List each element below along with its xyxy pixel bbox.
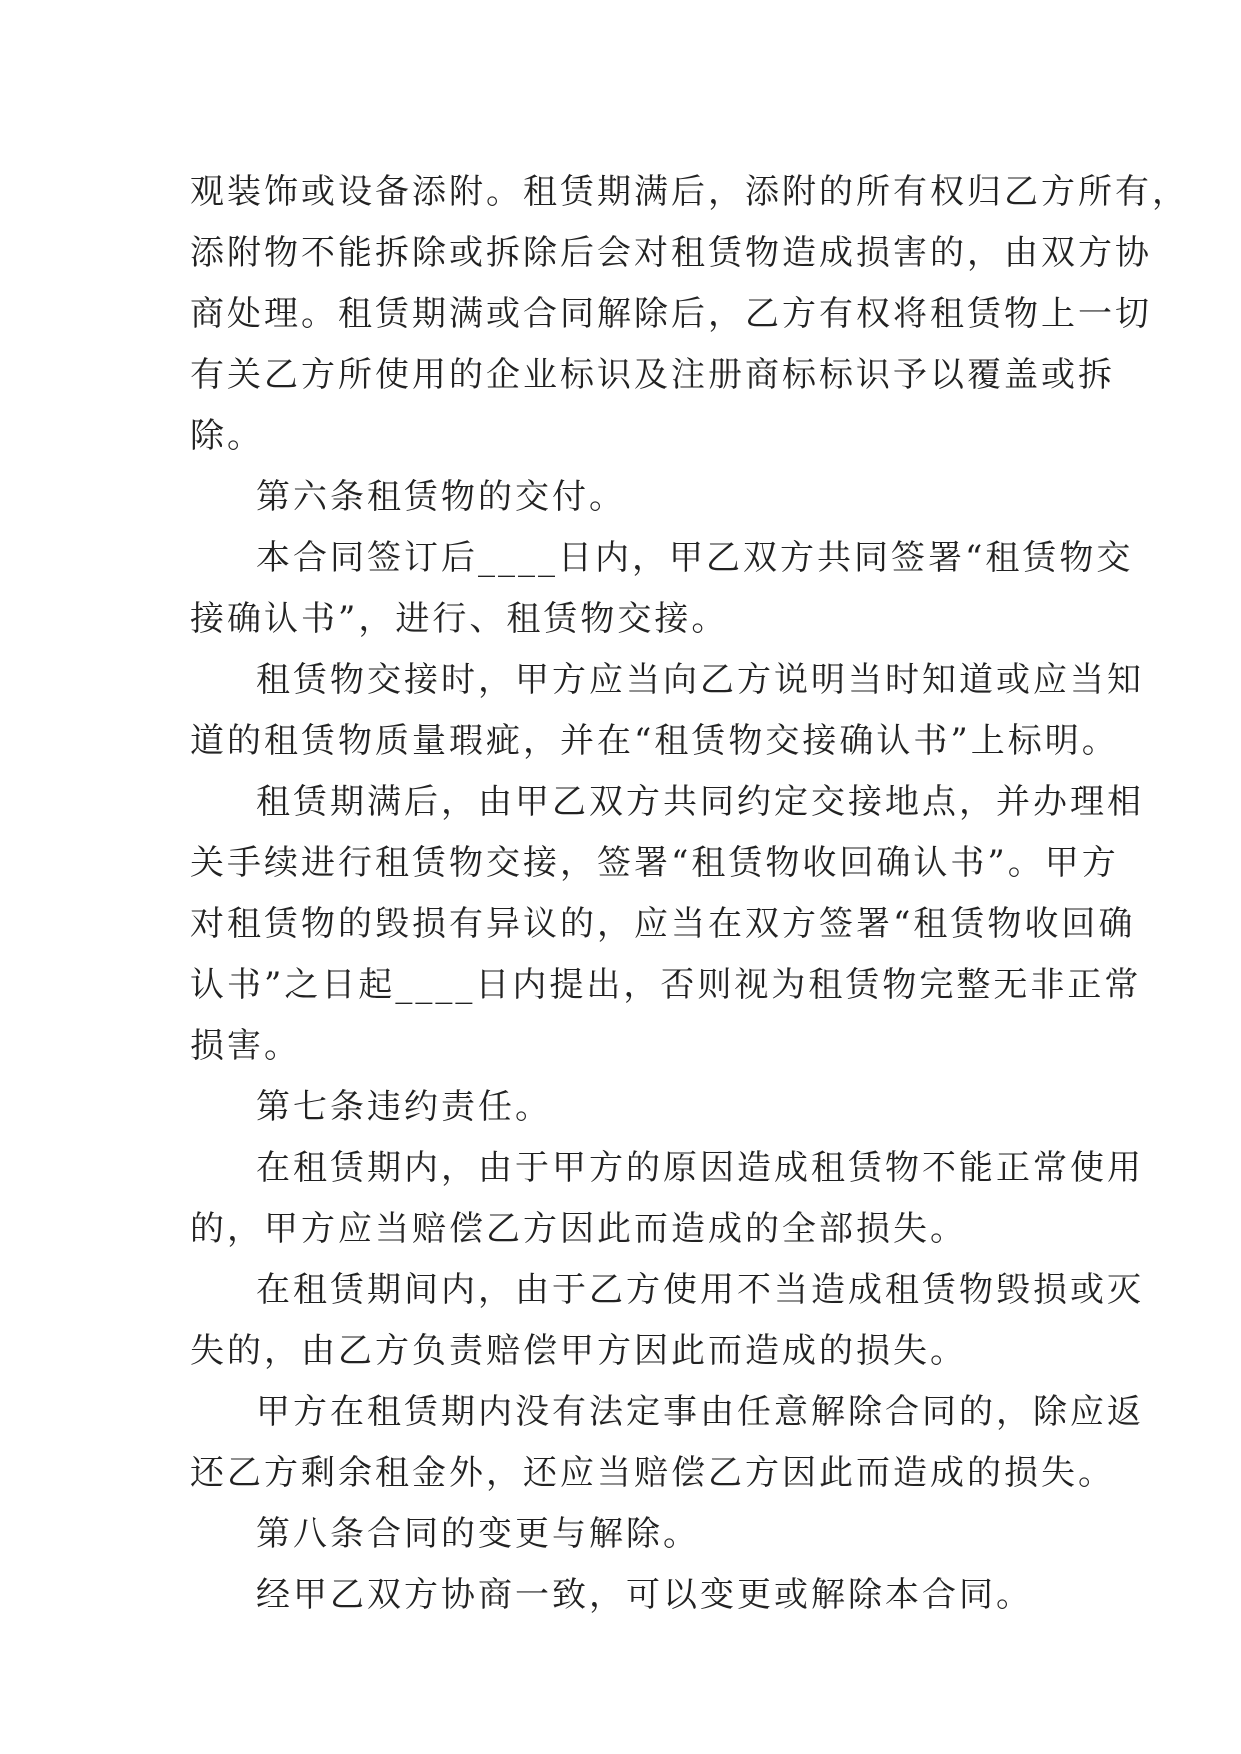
- paragraph-first-line: 租赁期满后，由甲乙双方共同约定交接地点，并办理相: [256, 782, 1144, 822]
- text-line: 道的租赁物质量瑕疵，并在“租赁物交接确认书”上标明。: [190, 721, 1119, 761]
- document-body: [190, 162, 1189, 1626]
- text-line: 损害。: [190, 1026, 301, 1066]
- paragraph-first-line: 在租赁期内，由于甲方的原因造成租赁物不能正常使用: [256, 1148, 1144, 1188]
- text-line: 还乙方剩余租金外，还应当赔偿乙方因此而造成的损失。: [190, 1453, 1115, 1493]
- article-heading-7: 第七条违约责任。: [256, 1087, 552, 1127]
- paragraph-first-line: 在租赁期间内，由于乙方使用不当造成租赁物毁损或灭: [256, 1270, 1144, 1310]
- paragraph-first-line: 本合同签订后____日内，甲乙双方共同签署“租赁物交: [256, 538, 1134, 578]
- text-line: 有关乙方所使用的企业标识及注册商标标识予以覆盖或拆: [190, 355, 1115, 395]
- text-line: 对租赁物的毁损有异议的，应当在双方签署“租赁物收回确: [190, 904, 1136, 944]
- text-line: 观装饰或设备添附。租赁期满后，添附的所有权归乙方所有，: [190, 172, 1189, 212]
- paragraph-first-line: 经甲乙双方协商一致，可以变更或解除本合同。: [256, 1575, 1033, 1615]
- text-line: 添附物不能拆除或拆除后会对租赁物造成损害的，由双方协: [190, 233, 1152, 273]
- text-line: 除。: [190, 416, 264, 456]
- article-heading-8: 第八条合同的变更与解除。: [256, 1514, 700, 1554]
- text-line: 关手续进行租赁物交接，签署“租赁物收回确认书”。甲方: [190, 843, 1119, 883]
- paragraph-first-line: 甲方在租赁期内没有法定事由任意解除合同的，除应返: [256, 1392, 1144, 1432]
- article-heading-6: 第六条租赁物的交付。: [256, 477, 626, 517]
- text-line: 接确认书”，进行、租赁物交接。: [190, 599, 729, 639]
- text-line: 认书”之日起____日内提出，否则视为租赁物完整无非正常: [190, 965, 1142, 1005]
- paragraph-first-line: 租赁物交接时，甲方应当向乙方说明当时知道或应当知: [256, 660, 1144, 700]
- text-line: 商处理。租赁期满或合同解除后，乙方有权将租赁物上一切: [190, 294, 1152, 334]
- text-line: 的，甲方应当赔偿乙方因此而造成的全部损失。: [190, 1209, 967, 1249]
- text-line: 失的，由乙方负责赔偿甲方因此而造成的损失。: [190, 1331, 967, 1371]
